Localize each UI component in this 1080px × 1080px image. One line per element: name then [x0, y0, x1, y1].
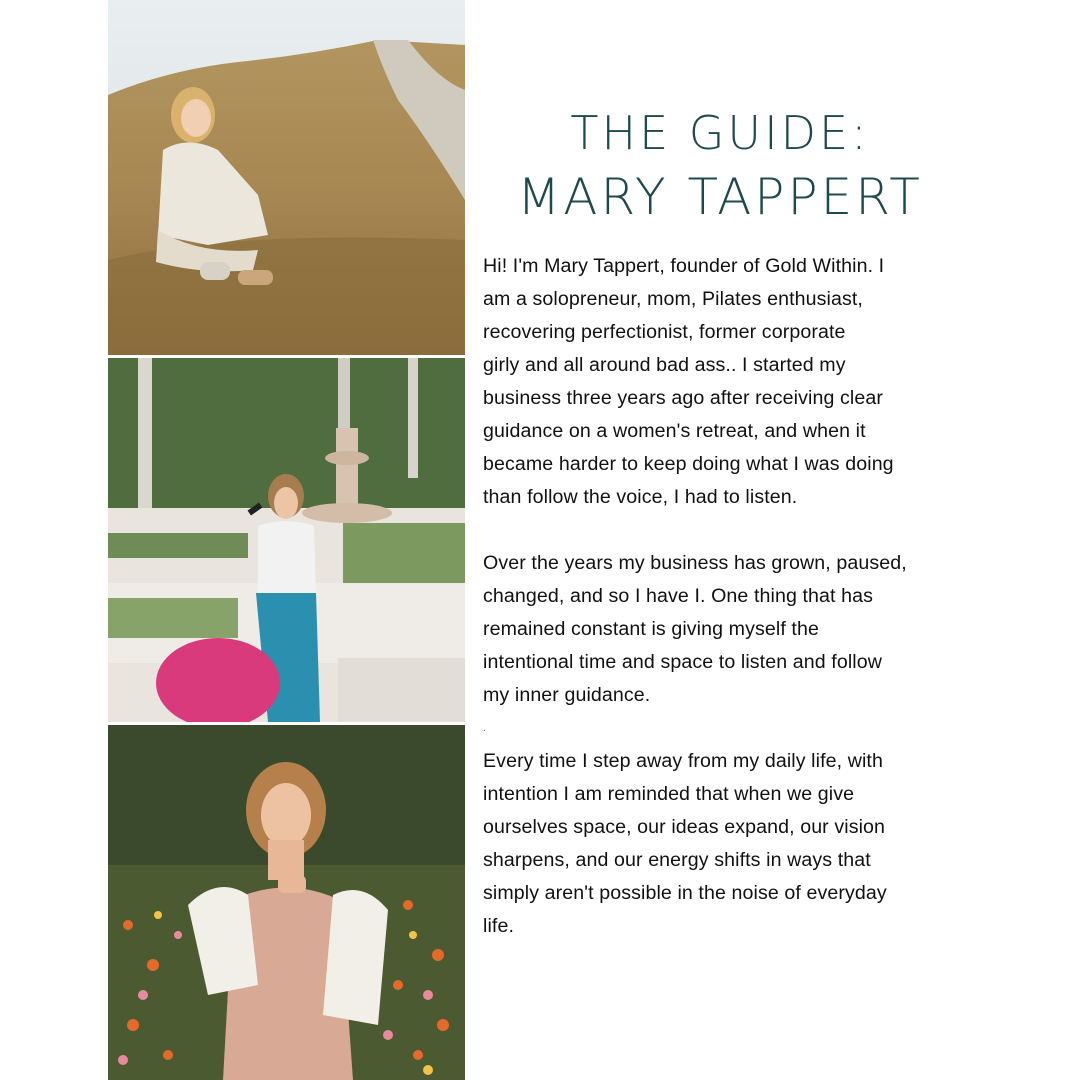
bio-line: changed, and so I have I. One thing that has — [483, 585, 874, 607]
bio-line: Every time I step away from my daily life, with — [483, 750, 883, 772]
bio-line: became harder to keep doing what I was doing — [483, 453, 894, 475]
bio-line: my inner guidance. — [483, 684, 651, 706]
bio-line: intentional time and space to listen and follow — [483, 651, 882, 673]
bio-line: am a solopreneur, mom, Pilates enthusiast, — [483, 288, 863, 310]
title-line-2: MARY TAPPERT — [517, 168, 923, 226]
bio-line: intention I am reminded that when we give — [483, 783, 855, 805]
photo-column — [108, 0, 465, 1080]
bio-line: Hi! I'm Mary Tappert, founder of Gold Within. I — [483, 255, 885, 277]
bio-line: girly and all around bad ass.. I started my — [483, 354, 846, 376]
bio-line: than follow the voice, I had to listen. — [483, 486, 798, 508]
bio-line: life. — [483, 915, 514, 937]
title-line-1: THE GUIDE: — [570, 106, 870, 160]
bio-line: sharpens, and our energy shifts in ways that — [483, 849, 871, 871]
bio-line: ourselves space, our ideas expand, our vision — [483, 816, 886, 838]
bio-line: remained constant is giving myself the — [483, 618, 819, 640]
bio-line: guidance on a women's retreat, and when it — [483, 420, 866, 442]
photo-hillside — [108, 0, 465, 355]
paragraph-gap — [483, 514, 983, 547]
bio-line: simply aren't possible in the noise of everyday — [483, 882, 887, 904]
photo-speaking — [108, 358, 465, 722]
bio-text — [483, 250, 983, 943]
separator-dot: . — [483, 723, 486, 734]
bio-line: recovering perfectionist, former corporate — [483, 321, 846, 343]
photo-flower-field — [108, 725, 465, 1080]
bio-line: business three years ago after receiving clear — [483, 387, 883, 409]
bio-line: Over the years my business has grown, paused, — [483, 552, 907, 574]
